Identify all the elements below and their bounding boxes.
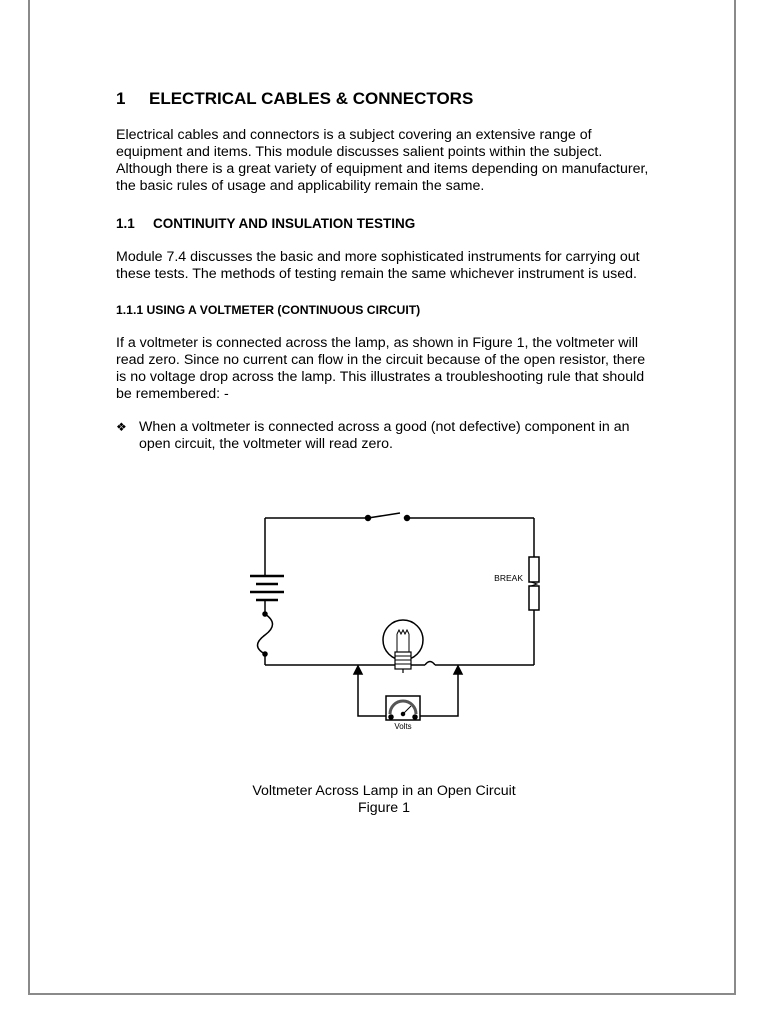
wire-crossover [425, 662, 435, 666]
rule-bullet-text: When a voltmeter is connected across a good (not defective) component in an open circuit, the voltmeter will read zero. [139, 419, 630, 452]
caption-figure-number: Figure 1 [357, 800, 411, 816]
circuit-diagram [230, 500, 550, 740]
module-paragraph: Module 7.4 discusses the basic and more sophisticated instruments for carrying out these tests. The methods of testing remain the same whichever instrument is used. [116, 249, 640, 282]
subsubsection-heading: 1.1.1 USING A VOLTMETER (CONTINUOUS CIRCUIT) [116, 303, 421, 317]
subsection-title: CONTINUITY AND INSULATION TESTING [153, 216, 416, 231]
diamond-bullet-icon: ❖ [116, 420, 127, 434]
open-resistor-icon [529, 557, 539, 610]
subsection-number: 1.1 [116, 216, 135, 231]
subsection-heading [116, 215, 656, 232]
section-title: ELECTRICAL CABLES & CONNECTORS [149, 89, 474, 108]
section-number: 1 [116, 89, 126, 108]
section-heading [116, 88, 656, 110]
voltmeter-icon [386, 696, 420, 720]
voltmeter-paragraph: If a voltmeter is connected across the lamp, as shown in Figure 1, the voltmeter will read zero. Since no current can flow in the circuit because of the open resistor, there is no voltage drop across the lamp. This illustrates a troubleshooting rule that should be remembered: - [116, 335, 646, 402]
volts-label: Volts [394, 722, 412, 731]
battery-icon [250, 576, 284, 600]
rule-bullet [116, 419, 656, 453]
caption-title: Voltmeter Across Lamp in an Open Circuit [252, 783, 516, 799]
break-label: BREAK [494, 573, 523, 583]
document-body [116, 88, 656, 453]
intro-paragraph: Electrical cables and connectors is a subject covering an extensive range of equipment and items. This module discusses salient points within the subject. Although there is a great variety of equipment and items depending on manufacturer, the basic rules of usage and applicability remain the same. [116, 127, 649, 194]
figure-caption [116, 783, 652, 817]
internal-resistance-icon [258, 612, 273, 656]
switch-icon [366, 513, 410, 521]
